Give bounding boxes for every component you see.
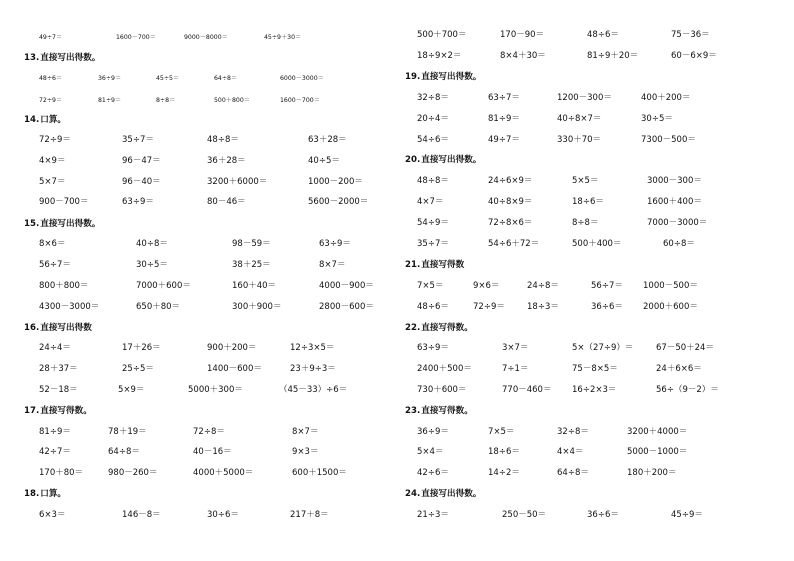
arithmetic-problem: 800＋800＝	[39, 281, 89, 291]
arithmetic-problem: 81÷9＝	[488, 114, 520, 124]
arithmetic-problem: 30÷5＝	[641, 114, 673, 124]
problem-row	[0, 341, 397, 355]
arithmetic-problem: 7×5＝	[488, 427, 515, 437]
arithmetic-problem: 1600－700＝	[116, 34, 156, 41]
arithmetic-problem: 21÷3＝	[417, 510, 449, 520]
arithmetic-problem: 36÷6＝	[587, 510, 619, 520]
arithmetic-problem: 5×7＝	[39, 177, 66, 187]
arithmetic-problem: 25÷5＝	[122, 364, 154, 374]
arithmetic-problem: 8×4＋30＝	[500, 51, 546, 61]
arithmetic-problem: 5×5＝	[572, 176, 599, 186]
arithmetic-problem: 72÷8＝	[193, 427, 225, 437]
arithmetic-problem: 16÷2×3＝	[572, 385, 617, 395]
section-title: 口算。	[40, 489, 67, 499]
arithmetic-problem: 180＋200＝	[627, 468, 677, 478]
arithmetic-problem: 24÷6×9＝	[488, 176, 533, 186]
arithmetic-problem: 60÷8＝	[663, 239, 695, 249]
problem-row	[0, 94, 397, 108]
problem-row	[0, 466, 397, 480]
section-title: 直接写出得数。	[421, 489, 482, 499]
arithmetic-problem: 48÷6＝	[39, 75, 63, 82]
problem-row	[397, 133, 794, 147]
arithmetic-problem: 72÷8×6＝	[488, 218, 533, 228]
arithmetic-problem: 5000＋300＝	[188, 385, 243, 395]
section-title: 直接写出得数。	[40, 53, 101, 63]
arithmetic-problem: 64÷8＝	[108, 447, 140, 457]
arithmetic-problem: 600＋1500＝	[292, 468, 347, 478]
arithmetic-problem: 8×7＝	[319, 260, 346, 270]
arithmetic-problem: 8×7＝	[292, 427, 319, 437]
arithmetic-problem: 980－260＝	[108, 468, 158, 478]
arithmetic-problem: 3200＋4000＝	[627, 427, 688, 437]
arithmetic-problem: 4×9＝	[39, 156, 66, 166]
arithmetic-problem: 1000－500＝	[643, 281, 698, 291]
section-number: 24.	[405, 489, 421, 499]
arithmetic-problem: 63÷9＝	[122, 197, 154, 207]
section-title: 直接写得数。	[421, 406, 473, 416]
arithmetic-problem: 40÷8＝	[136, 239, 168, 249]
arithmetic-problem: 3200＋6000＝	[207, 177, 268, 187]
problem-row	[0, 300, 397, 314]
arithmetic-problem: 60－6×9＝	[671, 51, 717, 61]
problem-row	[397, 279, 794, 293]
arithmetic-problem: 20÷4＝	[417, 114, 449, 124]
arithmetic-problem: 300＋900＝	[232, 302, 282, 312]
arithmetic-problem: 38＋25＝	[232, 260, 271, 270]
arithmetic-problem: 1000－200＝	[308, 177, 363, 187]
arithmetic-problem: 36＋28＝	[207, 156, 246, 166]
problem-row	[0, 31, 397, 45]
arithmetic-problem: 56÷（9－2）＝	[656, 385, 719, 395]
arithmetic-problem: 8×6＝	[39, 239, 66, 249]
arithmetic-problem: 18÷3＝	[527, 302, 559, 312]
arithmetic-problem: 6000－3000＝	[280, 75, 324, 82]
section-number: 14.	[24, 115, 40, 125]
arithmetic-problem: 250－50＝	[502, 510, 547, 520]
arithmetic-problem: 4000－900＝	[319, 281, 374, 291]
problem-row	[397, 112, 794, 126]
arithmetic-problem: 160＋40＝	[232, 281, 277, 291]
arithmetic-problem: 98－59＝	[232, 239, 271, 249]
arithmetic-problem: 48÷8＝	[207, 135, 239, 145]
arithmetic-problem: 4×4＝	[557, 447, 584, 457]
section-heading	[24, 51, 100, 65]
arithmetic-problem: 23＋9÷3＝	[290, 364, 336, 374]
arithmetic-problem: 45÷9＋30＝	[264, 34, 302, 41]
section-number: 13.	[24, 53, 40, 63]
arithmetic-problem: 40÷8×9＝	[488, 197, 533, 207]
problem-row	[397, 28, 794, 42]
arithmetic-problem: 40÷5＝	[308, 156, 340, 166]
section-number: 23.	[405, 406, 421, 416]
arithmetic-problem: 36÷6＝	[591, 302, 623, 312]
arithmetic-problem: 81÷9＋20＝	[587, 51, 639, 61]
arithmetic-problem: 36÷9＝	[417, 427, 449, 437]
arithmetic-problem: 72÷9＝	[39, 135, 71, 145]
problem-row	[0, 133, 397, 147]
arithmetic-problem: 96－47＝	[122, 156, 161, 166]
arithmetic-problem: 7000－3000＝	[647, 218, 708, 228]
arithmetic-problem: 146－8＝	[122, 510, 161, 520]
arithmetic-problem: 24÷4＝	[39, 343, 71, 353]
arithmetic-problem: 4000＋5000＝	[193, 468, 254, 478]
arithmetic-problem: 56÷7＝	[591, 281, 623, 291]
arithmetic-problem: 900－700＝	[39, 197, 89, 207]
arithmetic-problem: 18÷6＝	[488, 447, 520, 457]
arithmetic-problem: 1600＋400＝	[647, 197, 702, 207]
arithmetic-problem: 7000＋600＝	[136, 281, 191, 291]
section-title: 直接写出得数。	[40, 219, 101, 229]
problem-row	[0, 195, 397, 209]
arithmetic-problem: 63÷9＝	[417, 343, 449, 353]
section-heading	[405, 404, 473, 418]
arithmetic-problem: 12÷3×5＝	[290, 343, 335, 353]
arithmetic-problem: 8÷8＝	[572, 218, 599, 228]
problem-row	[0, 279, 397, 293]
arithmetic-problem: 6×3＝	[39, 510, 66, 520]
arithmetic-problem: 2000＋600＝	[643, 302, 698, 312]
arithmetic-problem: 24＋6×6＝	[656, 364, 702, 374]
arithmetic-problem: 7300－500＝	[641, 135, 696, 145]
section-number: 18.	[24, 489, 40, 499]
arithmetic-problem: 30÷5＝	[136, 260, 168, 270]
section-title: 直接写得数	[421, 260, 465, 270]
section-heading	[405, 153, 481, 167]
arithmetic-problem: 217＋8＝	[290, 510, 329, 520]
arithmetic-problem: 32÷8＝	[417, 93, 449, 103]
arithmetic-problem: 730＋600＝	[417, 385, 467, 395]
problem-row	[397, 425, 794, 439]
section-number: 16.	[24, 323, 40, 333]
arithmetic-problem: 500＋400＝	[572, 239, 622, 249]
section-title: 直接写得数。	[421, 323, 473, 333]
arithmetic-problem: 96－40＝	[122, 177, 161, 187]
arithmetic-problem: 170＋80＝	[39, 468, 84, 478]
arithmetic-problem: 63÷7＝	[488, 93, 520, 103]
arithmetic-problem: 30÷6＝	[207, 510, 239, 520]
arithmetic-problem: 3000－300＝	[647, 176, 702, 186]
section-number: 21.	[405, 260, 421, 270]
problem-row	[0, 445, 397, 459]
problem-row	[0, 362, 397, 376]
arithmetic-problem: 1200－300＝	[557, 93, 612, 103]
arithmetic-problem: 2400＋500＝	[417, 364, 472, 374]
arithmetic-problem: 63÷9＝	[319, 239, 351, 249]
arithmetic-problem: 45÷9＝	[671, 510, 703, 520]
arithmetic-problem: 4300－3000＝	[39, 302, 100, 312]
section-heading	[24, 321, 92, 335]
problem-row	[0, 72, 397, 86]
arithmetic-problem: 54÷6＝	[417, 135, 449, 145]
arithmetic-problem: 1600－700＝	[280, 97, 320, 104]
arithmetic-problem: 45÷5＝	[156, 75, 180, 82]
arithmetic-problem: 64÷8＝	[557, 468, 589, 478]
arithmetic-problem: （45－33）÷6＝	[279, 385, 348, 395]
section-title: 口算。	[40, 115, 67, 125]
problem-row	[397, 466, 794, 480]
problem-row	[0, 425, 397, 439]
section-heading	[24, 404, 92, 418]
arithmetic-problem: 5000－1000＝	[627, 447, 688, 457]
section-number: 15.	[24, 219, 40, 229]
arithmetic-problem: 5×（27÷9）＝	[572, 343, 634, 353]
arithmetic-problem: 7÷1＝	[502, 364, 529, 374]
arithmetic-problem: 17＋26＝	[122, 343, 161, 353]
arithmetic-problem: 770－460＝	[502, 385, 552, 395]
arithmetic-problem: 72÷9＝	[39, 97, 63, 104]
section-title: 直接写出得数。	[421, 72, 482, 82]
section-heading	[24, 487, 66, 501]
arithmetic-problem: 5×9＝	[118, 385, 145, 395]
problem-row	[397, 91, 794, 105]
arithmetic-problem: 2800－600＝	[319, 302, 374, 312]
section-title: 直接写出得数	[40, 323, 92, 333]
section-title: 直接写出得数。	[421, 155, 482, 165]
arithmetic-problem: 8÷8＝	[156, 97, 176, 104]
arithmetic-problem: 24÷8＝	[527, 281, 559, 291]
problem-row	[397, 341, 794, 355]
section-heading	[405, 321, 473, 335]
arithmetic-problem: 54÷9＝	[417, 218, 449, 228]
problem-row	[0, 237, 397, 251]
section-title: 直接写得数。	[40, 406, 92, 416]
arithmetic-problem: 18÷9×2＝	[417, 51, 462, 61]
arithmetic-problem: 9×3＝	[292, 447, 319, 457]
arithmetic-problem: 67－50＋24＝	[656, 343, 714, 353]
arithmetic-problem: 330＋70＝	[557, 135, 602, 145]
arithmetic-problem: 4×7＝	[417, 197, 444, 207]
section-heading	[405, 258, 464, 272]
arithmetic-problem: 36÷9＝	[98, 75, 122, 82]
arithmetic-problem: 500＋700＝	[417, 30, 467, 40]
arithmetic-problem: 9×6＝	[473, 281, 500, 291]
arithmetic-problem: 900＋200＝	[207, 343, 257, 353]
problem-row	[397, 300, 794, 314]
problem-row	[397, 195, 794, 209]
arithmetic-problem: 56÷7＝	[39, 260, 71, 270]
arithmetic-problem: 32÷8＝	[557, 427, 589, 437]
arithmetic-problem: 64÷8＝	[214, 75, 238, 82]
arithmetic-problem: 18÷6＝	[572, 197, 604, 207]
problem-row	[397, 508, 794, 522]
arithmetic-problem: 3×7＝	[502, 343, 529, 353]
arithmetic-problem: 52－18＝	[39, 385, 78, 395]
arithmetic-problem: 42÷7＝	[39, 447, 71, 457]
arithmetic-problem: 49÷7＝	[488, 135, 520, 145]
problem-row	[397, 174, 794, 188]
arithmetic-problem: 35÷7＝	[122, 135, 154, 145]
arithmetic-problem: 48÷8＝	[417, 176, 449, 186]
problem-row	[397, 445, 794, 459]
arithmetic-problem: 54÷6＋72＝	[488, 239, 540, 249]
section-heading	[24, 217, 100, 231]
arithmetic-problem: 75－36＝	[671, 30, 710, 40]
arithmetic-problem: 40÷8×7＝	[557, 114, 602, 124]
section-heading	[405, 70, 481, 84]
arithmetic-problem: 81÷9＝	[39, 427, 71, 437]
problem-row	[0, 175, 397, 189]
arithmetic-problem: 63＋28＝	[308, 135, 347, 145]
section-number: 19.	[405, 72, 421, 82]
problem-row	[0, 258, 397, 272]
arithmetic-problem: 1400－600＝	[207, 364, 262, 374]
arithmetic-problem: 81÷9＝	[98, 97, 122, 104]
problem-row	[397, 49, 794, 63]
arithmetic-problem: 5×4＝	[417, 447, 444, 457]
arithmetic-problem: 14÷2＝	[488, 468, 520, 478]
arithmetic-problem: 75－8×5＝	[572, 364, 618, 374]
section-heading	[24, 113, 66, 127]
arithmetic-problem: 48÷6＝	[417, 302, 449, 312]
arithmetic-problem: 5600－2000＝	[308, 197, 369, 207]
arithmetic-problem: 400＋200＝	[641, 93, 691, 103]
section-number: 22.	[405, 323, 421, 333]
arithmetic-problem: 650＋80＝	[136, 302, 181, 312]
problem-row	[0, 154, 397, 168]
section-number: 17.	[24, 406, 40, 416]
arithmetic-problem: 40－16＝	[193, 447, 232, 457]
section-number: 20.	[405, 155, 421, 165]
arithmetic-problem: 80－46＝	[207, 197, 246, 207]
arithmetic-problem: 35÷7＝	[417, 239, 449, 249]
arithmetic-problem: 42÷6＝	[417, 468, 449, 478]
problem-row	[0, 383, 397, 397]
arithmetic-problem: 49÷7＝	[39, 34, 63, 41]
arithmetic-problem: 9000－8000＝	[184, 34, 228, 41]
problem-row	[397, 216, 794, 230]
arithmetic-problem: 28＋37＝	[39, 364, 78, 374]
arithmetic-problem: 7×5＝	[417, 281, 444, 291]
arithmetic-problem: 72÷9＝	[473, 302, 505, 312]
problem-row	[397, 237, 794, 251]
problem-row	[397, 383, 794, 397]
problem-row	[397, 362, 794, 376]
arithmetic-problem: 500＋800＝	[214, 97, 250, 104]
problem-row	[0, 508, 397, 522]
arithmetic-problem: 78＋19＝	[108, 427, 147, 437]
section-heading	[405, 487, 481, 501]
arithmetic-problem: 170－90＝	[500, 30, 545, 40]
arithmetic-problem: 48÷6＝	[587, 30, 619, 40]
